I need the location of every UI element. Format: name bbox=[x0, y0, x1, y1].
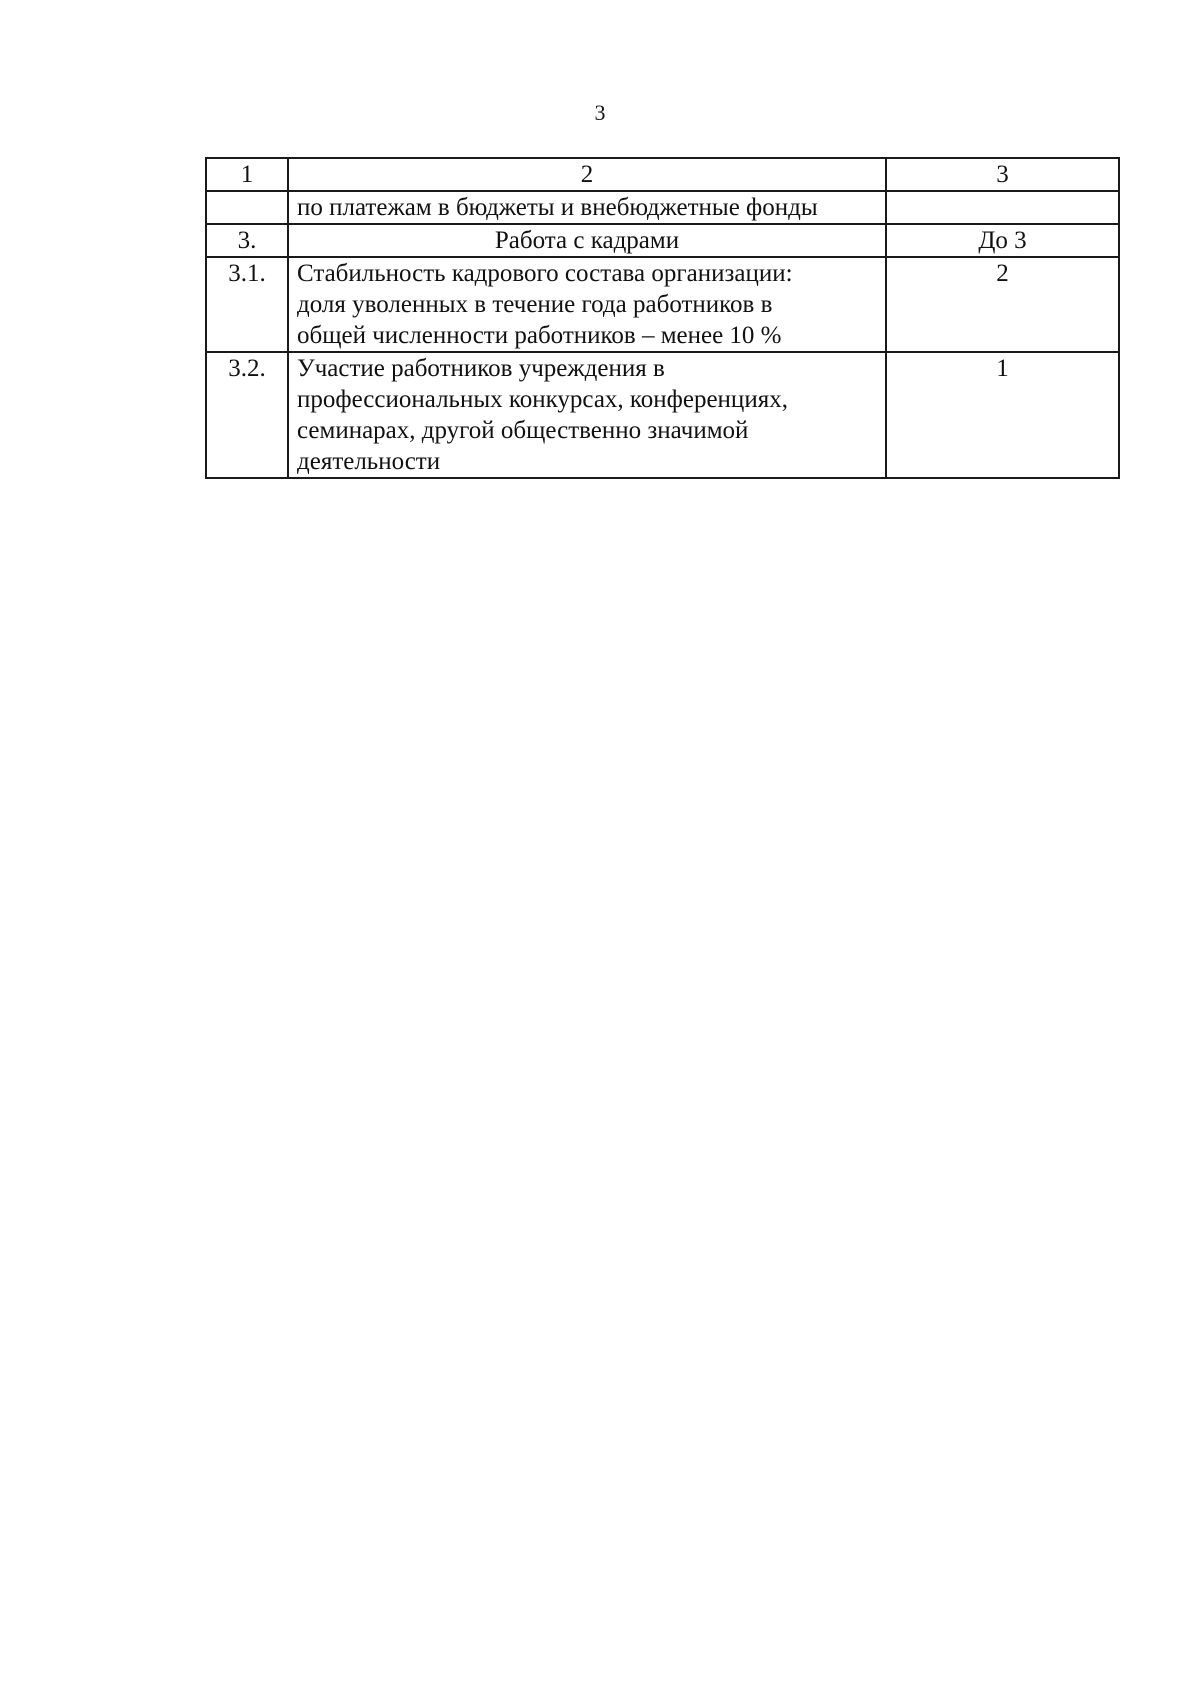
row-number: 3.2. bbox=[206, 352, 288, 478]
row-text-line: деятельности bbox=[297, 448, 441, 475]
row-text bbox=[288, 191, 886, 224]
row-value: 1 bbox=[886, 352, 1119, 478]
row-text-line: Участие работников учреждения в bbox=[297, 355, 665, 382]
row-text-line: Работа с кадрами bbox=[494, 227, 680, 254]
section-title bbox=[288, 224, 886, 257]
row-number: 3.1. bbox=[206, 257, 288, 352]
row-text-line: общей численности работников – менее 10 % bbox=[297, 322, 782, 349]
row-number bbox=[206, 191, 288, 224]
row-text-line: по платежам в бюджеты и внебюджетные фонды bbox=[297, 194, 818, 221]
row-text-line: семинарах, другой общественно значимой bbox=[297, 417, 749, 444]
row-text-line: доля уволенных в течение года работников в bbox=[297, 291, 773, 318]
row-value: 2 bbox=[886, 257, 1119, 352]
page-number: 3 bbox=[594, 100, 606, 125]
row-text-line: профессиональных конкурсах, конференциях, bbox=[297, 386, 788, 413]
table-row bbox=[206, 191, 1119, 224]
header-cell-3: 3 bbox=[886, 158, 1119, 191]
table-header-row bbox=[206, 158, 1119, 191]
header-cell-2: 2 bbox=[288, 158, 886, 191]
row-text-line: Стабильность кадрового состава организации: bbox=[297, 260, 793, 287]
row-value: До 3 bbox=[886, 224, 1119, 257]
row-number: 3. bbox=[206, 224, 288, 257]
table-row bbox=[206, 257, 1119, 352]
header-cell-1: 1 bbox=[206, 158, 288, 191]
row-text bbox=[288, 352, 886, 478]
criteria-table bbox=[205, 157, 1120, 479]
row-text bbox=[288, 257, 886, 352]
table-row bbox=[206, 352, 1119, 478]
row-value bbox=[886, 191, 1119, 224]
table-row-section bbox=[206, 224, 1119, 257]
